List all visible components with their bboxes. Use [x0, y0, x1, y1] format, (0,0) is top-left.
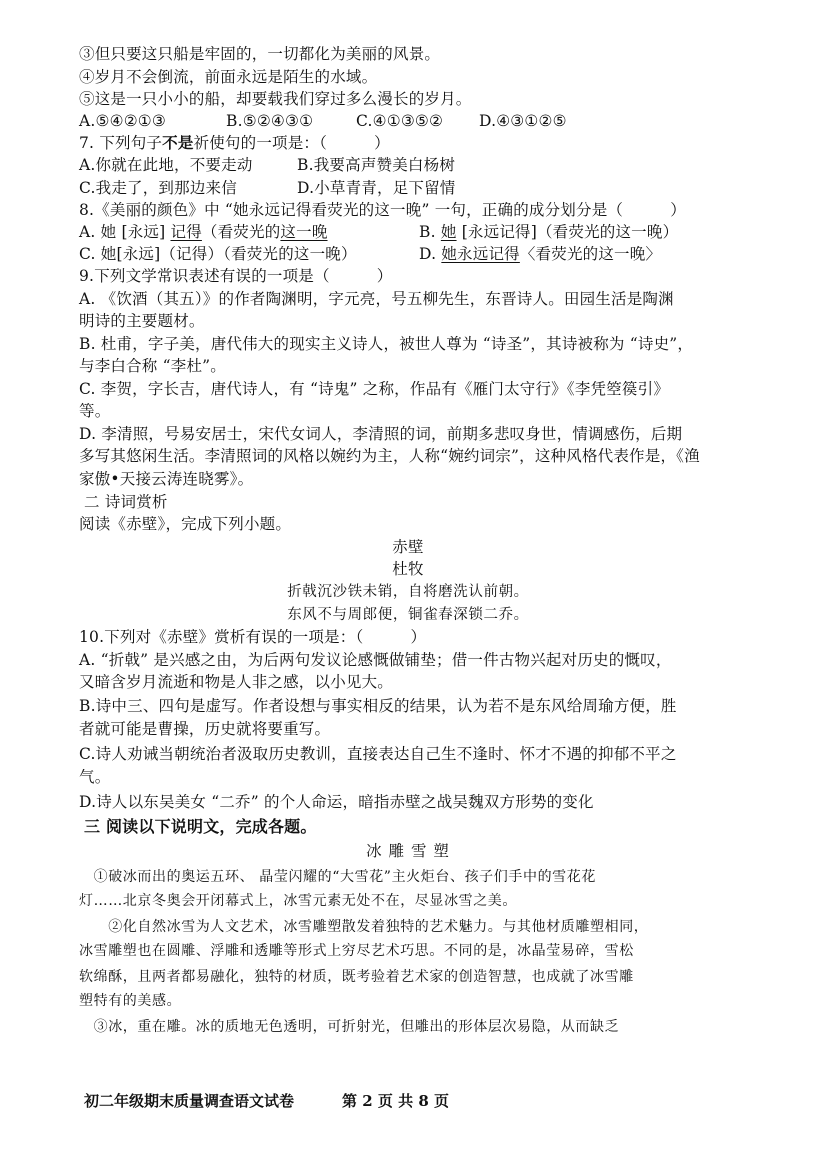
q7-option-b[interactable]: B.我要高声赞美白杨树 [297, 156, 456, 174]
q10-option-c-line-2: 气。 [79, 768, 111, 786]
essay-p2-line-4: 塑特有的美感。 [79, 993, 182, 1009]
q10-option-b-line-2: 者就可能是曹操，历史就将要重写。 [79, 720, 331, 738]
q9-stem: 9.下列文学常识表述有误的一项是（ ） [79, 267, 393, 285]
q7-option-a[interactable]: A.你就在此地，不要走动 [79, 156, 253, 174]
q9-option-c-line-2: 等。 [79, 402, 111, 420]
q9-option-b-line-2: 与李白合称 “李杜”。 [79, 357, 226, 375]
q6-option-a[interactable]: A.⑤④②①③ [79, 112, 166, 130]
q8-b-post: [永远记得]（看荧光的这一晚） [456, 223, 679, 241]
q6-option-c[interactable]: C.④①③⑤② [356, 112, 444, 130]
q9-option-d-line-2: 多写其悠闲生活。李清照词的风格以婉约为主，人称“婉约词宗”，这种风格代表作是，《渔 [79, 447, 700, 465]
essay-p3-line-1: ③冰，重在雕。冰的质地无色透明，可折射光，但雕出的形体层次易隐，从而缺乏 [79, 1019, 620, 1035]
q9-option-d-line-3: 家傲•天接云涛连晓雾》。 [79, 470, 254, 488]
section-2-instruction: 阅读《赤壁》，完成下列小题。 [79, 515, 292, 533]
q7-stem-post: 祈使句的一项是：（ ） [193, 134, 390, 152]
q7-option-d[interactable]: D.小草青青，足下留情 [297, 179, 456, 197]
essay-p2-line-2: 冰雪雕塑也在圆雕、浮雕和透雕等形式上穷尽艺术巧思。不同的是，冰晶莹易碎，雪松 [79, 943, 634, 959]
q9-option-a-line-1[interactable]: A. 《饮酒（其五）》的作者陶渊明，字元亮，号五柳先生，东晋诗人。田园生活是陶渊 [79, 290, 674, 308]
q9-option-a-line-2: 明诗的主要题材。 [79, 312, 205, 330]
q6-sentence-3: ③但只要这只船是牢固的，一切都化为美丽的风景。 [79, 45, 441, 63]
q8-d-pre: D. [419, 245, 442, 263]
section-3-title: 三 阅读以下说明文，完成各题。 [84, 817, 317, 836]
q10-stem: 10.下列对《赤壁》赏析有误的一项是：（ ） [79, 628, 427, 646]
q7-option-c[interactable]: C.我走了，到那边来信 [79, 179, 237, 197]
essay-p2-line-3: 软绵酥，且两者都易融化，独特的材质，既考验着艺术家的创造智慧，也成就了冰雪雕 [79, 969, 634, 985]
q6-option-d[interactable]: D.④③①②⑤ [479, 112, 567, 130]
q10-option-a-line-1[interactable]: A. “折戟” 是兴感之由，为后两句发议论感慨做铺垫；借一件古物兴起对历史的慨叹， [79, 651, 672, 669]
footer-page-number: 第 2 页 共 8 页 [342, 1092, 449, 1110]
q8-a-predicate: 记得 [170, 223, 202, 241]
q8-a-object: 这一晚 [280, 223, 328, 241]
essay-p2-line-1: ②化自然冰雪为人文艺术，冰雪雕塑散发着独特的艺术魅力。与其他材质雕塑相同， [79, 919, 649, 935]
q6-sentence-4: ④岁月不会倒流，前面永远是陌生的水域。 [79, 68, 378, 86]
footer-exam-name: 初二年级期末质量调查语文试卷 [84, 1092, 295, 1110]
q9-option-b-line-1[interactable]: B. 杜甫，字子美，唐代伟大的现实主义诗人，被世人尊为 “诗圣”，其诗被称为 “诗史”， [79, 335, 694, 353]
essay-title: 冰 雕 雪 塑 [366, 842, 450, 860]
poem-author: 杜牧 [392, 560, 424, 578]
q8-option-d[interactable] [419, 244, 661, 264]
q8-b-pre: B. [419, 223, 441, 241]
q10-option-d[interactable]: D.诗人以东吴美女 “二乔” 的个人命运，暗指赤壁之战吴魏双方形势的变化 [79, 793, 594, 811]
q10-option-a-line-2: 又暗含岁月流逝和物是人非之感，以小见大。 [79, 673, 394, 691]
essay-p1-line-2: 灯……北京冬奥会开闭幕式上，冰雪元素无处不在，尽显冰雪之美。 [79, 893, 517, 909]
q8-a-pre: A. 她 [永远] [79, 223, 171, 241]
q8-d-underlined: 她永远记得 [441, 245, 520, 263]
q8-option-a[interactable] [79, 222, 328, 242]
q9-option-d-line-1[interactable]: D. 李清照，号易安居士，宋代女词人，李清照的词，前期多悲叹身世，情调感伤，后期 [79, 425, 683, 443]
q8-stem: 8.《美丽的颜色》中 “她永远记得看荧光的这一晚” 一句，正确的成分划分是（ ） [79, 201, 686, 219]
q6-sentence-5: ⑤这是一只小小的船，却要载我们穿过多么漫长的岁月。 [79, 90, 472, 108]
poem-line-1: 折戟沉沙铁未销，自将磨洗认前朝。 [287, 584, 529, 600]
q9-option-c-line-1[interactable]: C. 李贺，字长吉，唐代诗人，有 “诗鬼” 之称，作品有《雁门太守行》《李凭箜篌引》 [79, 380, 670, 398]
q6-option-b[interactable]: B.⑤②④③① [226, 112, 314, 130]
poem-title: 赤壁 [392, 538, 424, 556]
q8-b-subject: 她 [440, 223, 457, 241]
q10-option-b-line-1[interactable]: B.诗中三、四句是虚写。作者设想与事实相反的结果，认为若不是东风给周瑜方便，胜 [79, 697, 677, 715]
q10-option-c-line-1[interactable]: C.诗人劝诫当朝统治者汲取历史教训，直接表达自己生不逢时、怀才不遇的抑郁不平之 [79, 745, 677, 763]
q8-option-b[interactable] [419, 222, 678, 242]
q7-stem-emphasis: 不是 [162, 133, 194, 152]
q8-d-post: 〈看荧光的这一晚〉 [519, 245, 662, 263]
poem-line-2: 东风不与周郎便，铜雀春深锁二乔。 [287, 607, 529, 623]
q8-a-mid: （看荧光的 [201, 223, 281, 241]
essay-p1-line-1: ①破冰而出的奥运五环、 晶莹闪耀的“大雪花”主火炬台、孩子们手中的雪花花 [79, 869, 596, 885]
q7-stem [79, 133, 390, 153]
section-2-title: 二 诗词赏析 [84, 493, 168, 511]
q8-option-c[interactable]: C. 她[永远]（记得）（看荧光的这一晚） [79, 245, 357, 263]
q7-stem-pre: 7. 下列句子 [79, 134, 163, 152]
